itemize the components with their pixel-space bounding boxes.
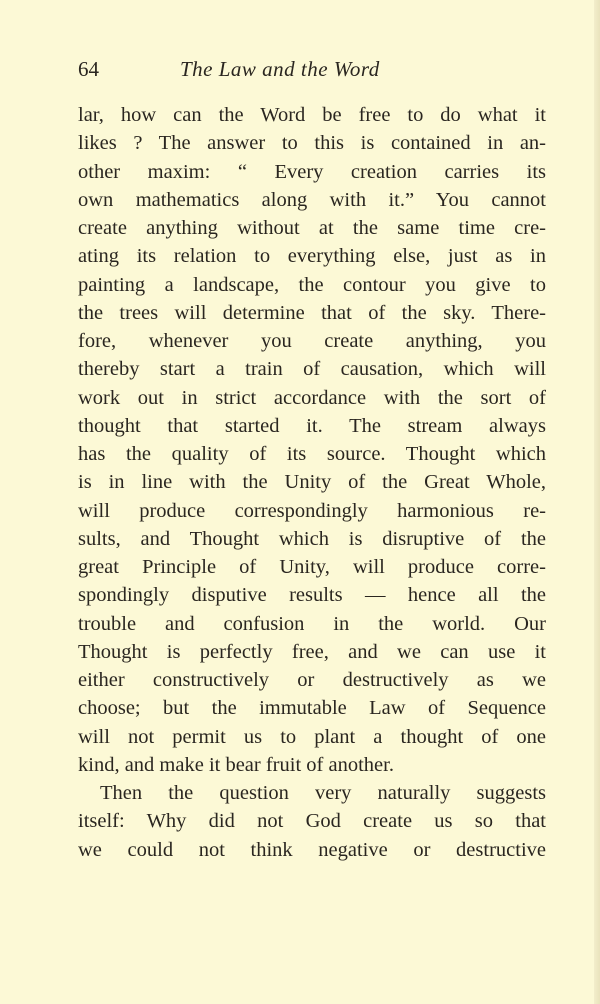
text-line: the trees will determine that of the sky. There- (78, 301, 546, 324)
text-line: Then the question very naturally suggests (100, 782, 546, 804)
text-line: we could not think negative or destructive (78, 838, 546, 861)
text-line: will not permit us to plant a thought of one (78, 725, 546, 748)
body-text (78, 101, 546, 864)
text-line: kind, and make it bear fruit of another. (78, 753, 394, 776)
text-line: Thought is perfectly free, and we can use it (78, 640, 546, 663)
text-line: likes ? The answer to this is contained in an- (78, 132, 546, 155)
text-line: ating its relation to everything else, just as in (78, 245, 546, 268)
text-line: sults, and Thought which is disruptive of the (78, 527, 546, 550)
text-line: trouble and confusion in the world. Our (78, 612, 546, 635)
text-line: work out in strict accordance with the sort of (78, 386, 546, 409)
text-line: thought that started it. The stream always (78, 414, 546, 437)
text-line: either constructively or destructively as we (78, 669, 546, 691)
text-line: own mathematics along with it.” You cannot (78, 188, 546, 211)
text-line: lar, how can the Word be free to do what it (78, 104, 546, 126)
text-line: thereby start a train of causation, which will (78, 358, 546, 381)
text-line: fore, whenever you create anything, you (78, 330, 546, 352)
text-line: will produce correspondingly harmonious re- (78, 499, 546, 522)
page-number: 64 (78, 57, 99, 81)
text-line: create anything without at the same time cre- (78, 217, 546, 239)
text-line: great Principle of Unity, will produce corre- (78, 556, 546, 578)
text-line: spondingly disputive results — hence all the (78, 584, 546, 607)
page-edge-shadow (594, 0, 600, 1004)
page-header (78, 57, 546, 87)
text-line: itself: Why did not God create us so that (78, 810, 546, 833)
running-title: The Law and the Word (180, 57, 380, 81)
text-line: choose; but the immutable Law of Sequence (78, 697, 546, 720)
text-line: is in line with the Unity of the Great Whole, (78, 471, 546, 494)
text-line: has the quality of its source. Thought which (78, 443, 546, 465)
text-line: other maxim: “ Every creation carries its (78, 160, 546, 183)
text-line: painting a landscape, the contour you give to (78, 273, 546, 296)
